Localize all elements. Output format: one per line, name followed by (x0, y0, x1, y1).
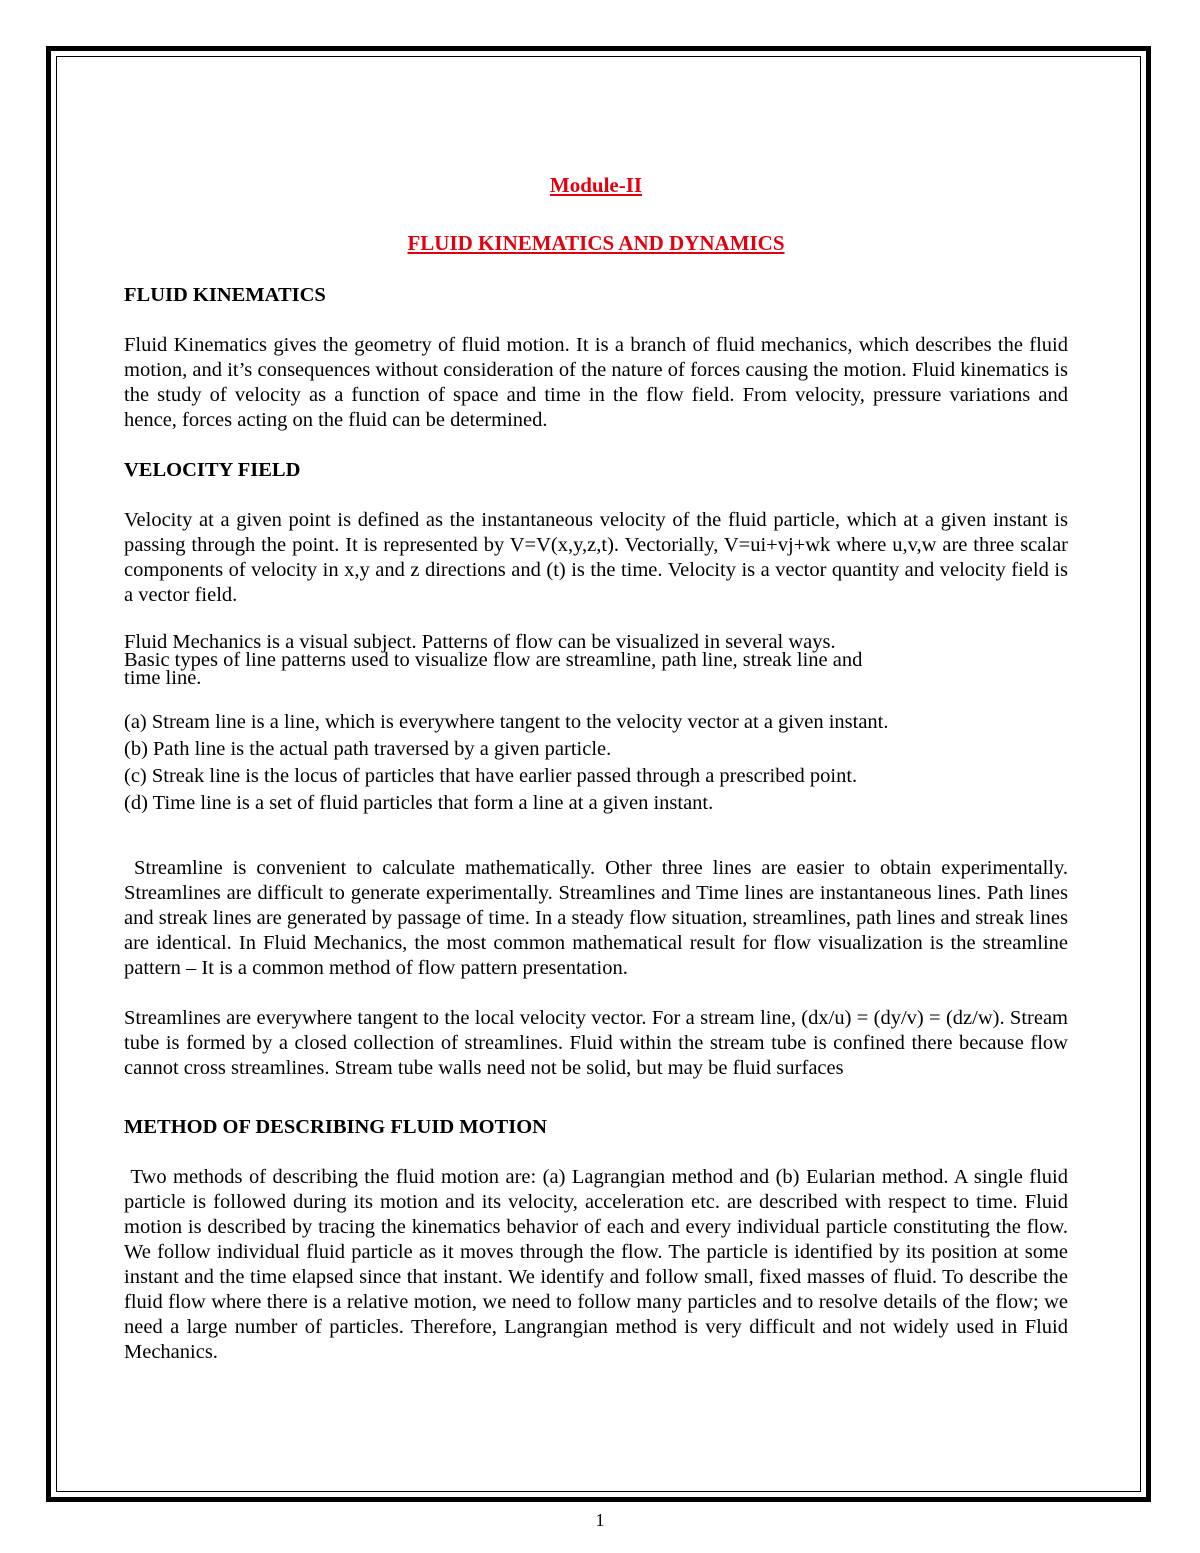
list-item: (b) Path line is the actual path traversed by a given particle. (124, 738, 612, 760)
visualization-line-2: Basic types of line patterns used to visualize flow are streamline, path line, streak line and (124, 649, 863, 671)
paragraph-velocity-field: Velocity at a given point is defined as the instantaneous velocity of the fluid particle, which at a given instant is passing through the point. It is represented by V=V(x,y,z,t). Vectorially, V=ui+vj+wk where u,v,w are three scalar components of velocity in x,y and z directions and (t) is the time. Velocity is a vector quantity and velocity field is a vector field. (124, 509, 1068, 606)
heading-method: METHOD OF DESCRIBING FLUID MOTION (124, 1116, 547, 1138)
line-types-list (124, 709, 1068, 817)
document-body (124, 172, 1074, 1390)
chapter-title: FLUID KINEMATICS AND DYNAMICS (407, 231, 785, 255)
paragraph-fluid-kinematics: Fluid Kinematics gives the geometry of fluid motion. It is a branch of fluid mechanics, which describes the fluid motion, and it’s consequences without consideration of the nature of forces causing the motion. Fluid kinematics is the study of velocity as a function of space and time in the flow field. From velocity, pressure variations and hence, forces acting on the fluid can be determined. (124, 334, 1068, 431)
page-number: 1 (595, 1510, 605, 1530)
visualization-note (124, 633, 1068, 687)
list-item: (a) Stream line is a line, which is everywhere tangent to the velocity vector at a given instant. (124, 711, 889, 733)
paragraph-stream-tube: Streamlines are everywhere tangent to the local velocity vector. For a stream line, (dx/u) = (dy/v) = (dz/w). Stream tube is formed by a closed collection of streamlines. Fluid within the stream tube is confined there because flow cannot cross streamlines. Stream tube walls need not be solid, but may be fluid surfaces (124, 1007, 1068, 1079)
visualization-line-3: time line. (124, 667, 202, 689)
heading-fluid-kinematics: FLUID KINEMATICS (124, 284, 326, 306)
heading-velocity-field: VELOCITY FIELD (124, 459, 301, 481)
paragraph-method: Two methods of describing the fluid motion are: (a) Lagrangian method and (b) Eularian method. A single fluid particle is followed during its motion and its velocity, acceleration etc. are described with respect to time. Fluid motion is described by tracing the kinematics behavior of each and every individual particle constituting the flow. We follow individual fluid particle as it moves through the flow. The particle is identified by its position at some instant and the time elapsed since that instant. We identify and follow small, fixed masses of fluid. To describe the fluid flow where there is a relative motion, we need to follow many particles and to resolve details of the flow; we need a large number of particles. Therefore, Langrangian method is very difficult and not widely used in Fluid Mechanics. (124, 1166, 1074, 1363)
list-item: (d) Time line is a set of fluid particles that form a line at a given instant. (124, 792, 714, 814)
module-title: Module-II (549, 173, 643, 197)
list-item: (c) Streak line is the locus of particles that have earlier passed through a prescribed point. (124, 765, 858, 787)
paragraph-streamline: Streamline is convenient to calculate mathematically. Other three lines are easier to obtain experimentally. Streamlines are difficult to generate experimentally. Streamlines and Time lines are instantaneous lines. Path lines and streak lines are generated by passage of time. In a steady flow situation, streamlines, path lines and streak lines are identical. In Fluid Mechanics, the most common mathematical result for flow visualization is the streamline pattern – It is a common method of flow pattern presentation. (124, 857, 1074, 979)
visualization-line-1: Fluid Mechanics is a visual subject. Patterns of flow can be visualized in several ways. (124, 631, 836, 653)
